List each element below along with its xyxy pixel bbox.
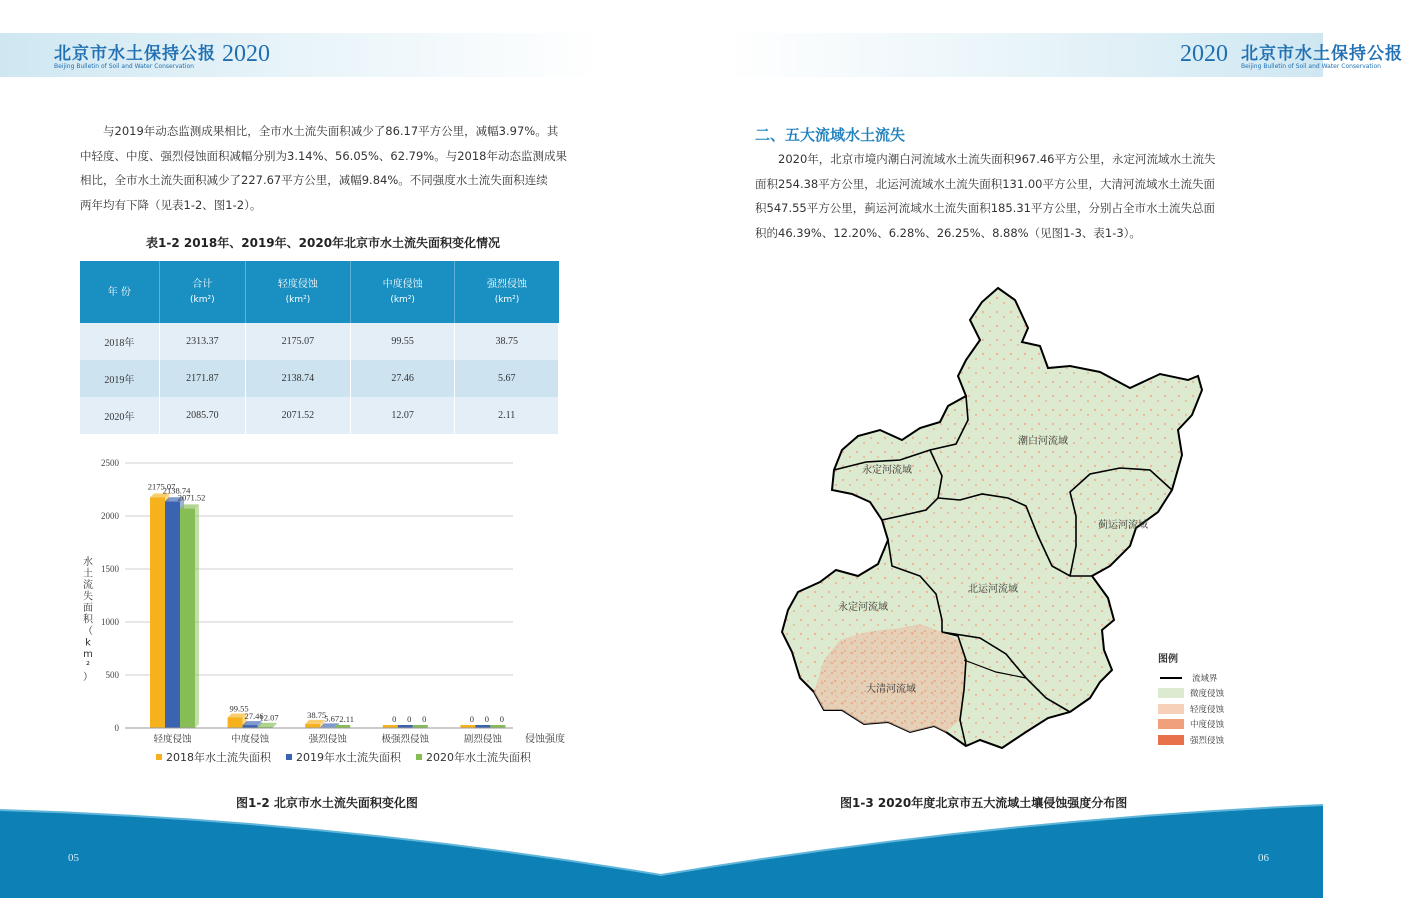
left-figure-caption: 图1-2 北京市水土流失面积变化图 [236, 796, 418, 810]
left-header-brand [54, 39, 216, 70]
bar-value-label: 2071.52 [177, 492, 206, 503]
bar-value-label: 2.11 [339, 713, 354, 724]
header-name: 年 份 [107, 286, 131, 298]
right-paragraph-line: 积547.55平方公里，蓟运河流域水土流失面积185.31平方公里，分别占全市水土流失总面 [755, 201, 1215, 215]
table-row [80, 360, 559, 397]
map-label-daqing: 大清河流域 [866, 684, 916, 695]
right-header-brand [1241, 39, 1403, 70]
bar-value-label: 0 [499, 714, 505, 724]
table-header-cell [350, 261, 455, 323]
bar-value-label: 38.75 [307, 709, 327, 720]
legend-swatch [1158, 704, 1184, 714]
left-page-number: 05 [68, 852, 79, 864]
table-cell: 38.75 [455, 323, 559, 360]
legend-swatch [156, 754, 162, 760]
table-row [80, 397, 559, 434]
legend-item [1158, 670, 1224, 686]
y-axis-title-char: k [85, 637, 91, 649]
legend-item [1158, 717, 1224, 733]
legend-title: 图例 [1158, 654, 1178, 665]
right-header-title: 北京市水土保持公报 [1241, 44, 1403, 64]
legend-swatch [1158, 735, 1184, 745]
y-axis-title-char: ² [85, 660, 91, 672]
right-body-paragraph [755, 147, 1255, 245]
left-header-subtitle: Beijing Bulletin of Soil and Water Conservation [54, 63, 194, 70]
legend-item [1158, 732, 1224, 748]
x-axis-title: 侵蚀强度 [525, 734, 565, 745]
table-cell: 2175.07 [246, 323, 351, 360]
table-row [80, 323, 559, 360]
left-header-band [0, 33, 600, 77]
legend-label: 2020年水土流失面积 [426, 751, 531, 764]
table-cell: 2313.37 [159, 323, 245, 360]
section-title: 二、五大流域水土流失 [755, 126, 906, 144]
bar-value-label: 0 [407, 714, 412, 724]
y-axis-title-char: （ [83, 626, 93, 637]
y-tick-label: 500 [105, 670, 119, 680]
right-figure-caption: 图1-3 2020年度北京市五大流域土壤侵蚀强度分布图 [840, 796, 1128, 810]
legend-label: 微度侵蚀 [1190, 689, 1225, 700]
table-header-cell [455, 261, 559, 323]
table-caption: 表1-2 2018年、2019年、2020年北京市水土流失面积变化情况 [146, 236, 501, 250]
y-tick-label: 1500 [101, 564, 119, 574]
left-header-title: 北京市水土保持公报 [54, 44, 216, 64]
legend-swatch [1158, 719, 1184, 729]
table-header-cell [80, 261, 159, 323]
y-axis-title-char: 水 [83, 557, 93, 568]
bar-value-label: 0 [392, 714, 397, 724]
y-axis-title-char: 面 [83, 603, 93, 614]
table-cell: 2020年 [80, 397, 159, 434]
y-axis-title-char: 流 [83, 580, 93, 591]
x-tick-label: 剧烈侵蚀 [463, 734, 502, 745]
right-page-number: 06 [1258, 852, 1269, 864]
map-label-yongding-south: 永定河流域 [838, 602, 888, 613]
legend-label: 2019年水土流失面积 [296, 751, 401, 764]
y-tick-label: 0 [114, 723, 119, 733]
header-unit: (km²) [494, 294, 520, 305]
header-name: 合计 [192, 278, 213, 290]
y-axis-title-char: 土 [83, 568, 93, 580]
map-label-beiyun: 北运河流域 [968, 584, 1018, 595]
x-tick-label: 强烈侵蚀 [308, 734, 347, 745]
table-cell: 99.55 [350, 323, 455, 360]
header-name: 轻度侵蚀 [277, 278, 318, 290]
y-axis-title-char: 积 [83, 614, 93, 626]
left-paragraph-line: 中轻度、中度、强烈侵蚀面积减幅分别为3.14%、56.05%、62.79%。与2018年动态监测成果 [80, 148, 567, 163]
table-cell: 2071.52 [246, 397, 351, 434]
table-cell: 5.67 [455, 360, 559, 397]
y-tick-label: 2000 [101, 511, 119, 521]
header-unit: (km²) [390, 294, 415, 305]
left-paragraph-line: 相比，全市水土流失面积减少了227.67平方公里，减幅9.84%。不同强度水土流失面积连续 [80, 173, 548, 187]
table-cell: 2.11 [455, 397, 559, 434]
bar-side [195, 504, 199, 728]
left-paragraph-line: 与2019年动态监测成果相比，全市水土流失面积减少了86.17平方公里，减幅3.97%。其 [103, 124, 559, 138]
legend-label: 流域界 [1192, 673, 1218, 684]
y-axis-title-char: m [83, 649, 93, 660]
table-cell: 2171.87 [159, 360, 245, 397]
y-axis-title-char: 失 [83, 591, 93, 603]
legend-line-swatch [1160, 677, 1182, 679]
table-header-row [80, 261, 559, 323]
footer-wave [0, 790, 1323, 898]
table-header-cell [246, 261, 351, 323]
erosion-area-bar-chart [70, 455, 590, 775]
right-paragraph-line: 面积254.38平方公里，北运河流域水土流失面积131.00平方公里，大清河流域水土流失面 [755, 176, 1215, 191]
legend-label: 强烈侵蚀 [1190, 735, 1225, 746]
map-label-chaobai: 潮白河流域 [1018, 436, 1068, 447]
legend-item [1158, 701, 1224, 717]
map-label-yongding-north: 永定河流域 [862, 465, 912, 476]
bar-value-label: 12.07 [259, 712, 279, 723]
left-header-year: 2020 [222, 41, 270, 67]
header-unit: (km²) [285, 294, 311, 305]
table-cell: 27.46 [350, 360, 455, 397]
x-tick-label: 轻度侵蚀 [153, 734, 192, 745]
left-body-paragraph [80, 119, 580, 217]
x-tick-label: 中度侵蚀 [231, 734, 270, 745]
bar-value-label: 99.55 [229, 703, 249, 714]
right-paragraph-line: 积的46.39%、12.20%、6.28%、26.25%、8.88%（见图1-3、表1-3）。 [755, 225, 1141, 240]
x-tick-label: 极强烈侵蚀 [381, 734, 430, 745]
left-paragraph-line: 两年均有下降（见表1-2、图1-2）。 [80, 197, 262, 212]
beijing-watershed-map [770, 280, 1220, 760]
bar-value-label: 5.67 [324, 713, 340, 724]
bar-value-label: 2138.74 [162, 485, 191, 496]
right-header-subtitle: Beijing Bulletin of Soil and Water Conservation [1241, 63, 1381, 70]
erosion-area-table [80, 261, 559, 434]
table-cell: 2018年 [80, 323, 159, 360]
y-tick-label: 1000 [101, 617, 119, 627]
map-legend [1158, 650, 1224, 748]
right-header-year: 2020 [1180, 41, 1228, 67]
legend-swatch [416, 754, 422, 760]
bar [150, 497, 165, 728]
legend-label: 中度侵蚀 [1190, 720, 1225, 731]
bar [228, 717, 243, 728]
table-cell: 12.07 [350, 397, 455, 434]
map-label-jiyun: 蓟运河流域 [1098, 520, 1148, 531]
table-cell: 2085.70 [159, 397, 245, 434]
table-header-cell [159, 261, 245, 323]
header-name: 强烈侵蚀 [486, 278, 527, 290]
bar-value-label: 0 [484, 714, 490, 724]
header-name: 中度侵蚀 [382, 278, 423, 290]
bar [180, 508, 195, 728]
table-cell: 2019年 [80, 360, 159, 397]
y-axis-title-char: ） [83, 672, 93, 683]
right-header-band [723, 33, 1403, 77]
legend-label: 2018年水土流失面积 [166, 751, 271, 764]
header-unit: (km²) [190, 294, 215, 305]
bar-value-label: 0 [469, 714, 475, 724]
bar-value-label: 0 [422, 714, 427, 724]
legend-item [1158, 686, 1224, 702]
bar-value-label: 2175.07 [147, 481, 176, 492]
right-paragraph-line: 2020年，北京市境内潮白河流域水土流失面积967.46平方公里，永定河流域水土流失 [778, 152, 1216, 166]
table-cell: 2138.74 [246, 360, 351, 397]
legend-swatch [1158, 688, 1184, 698]
legend-label: 轻度侵蚀 [1190, 704, 1225, 715]
bar [305, 724, 320, 728]
bar-value-label: 27.46 [244, 711, 264, 722]
y-tick-label: 2500 [101, 458, 119, 468]
bar [165, 501, 180, 728]
legend-swatch [286, 754, 292, 760]
